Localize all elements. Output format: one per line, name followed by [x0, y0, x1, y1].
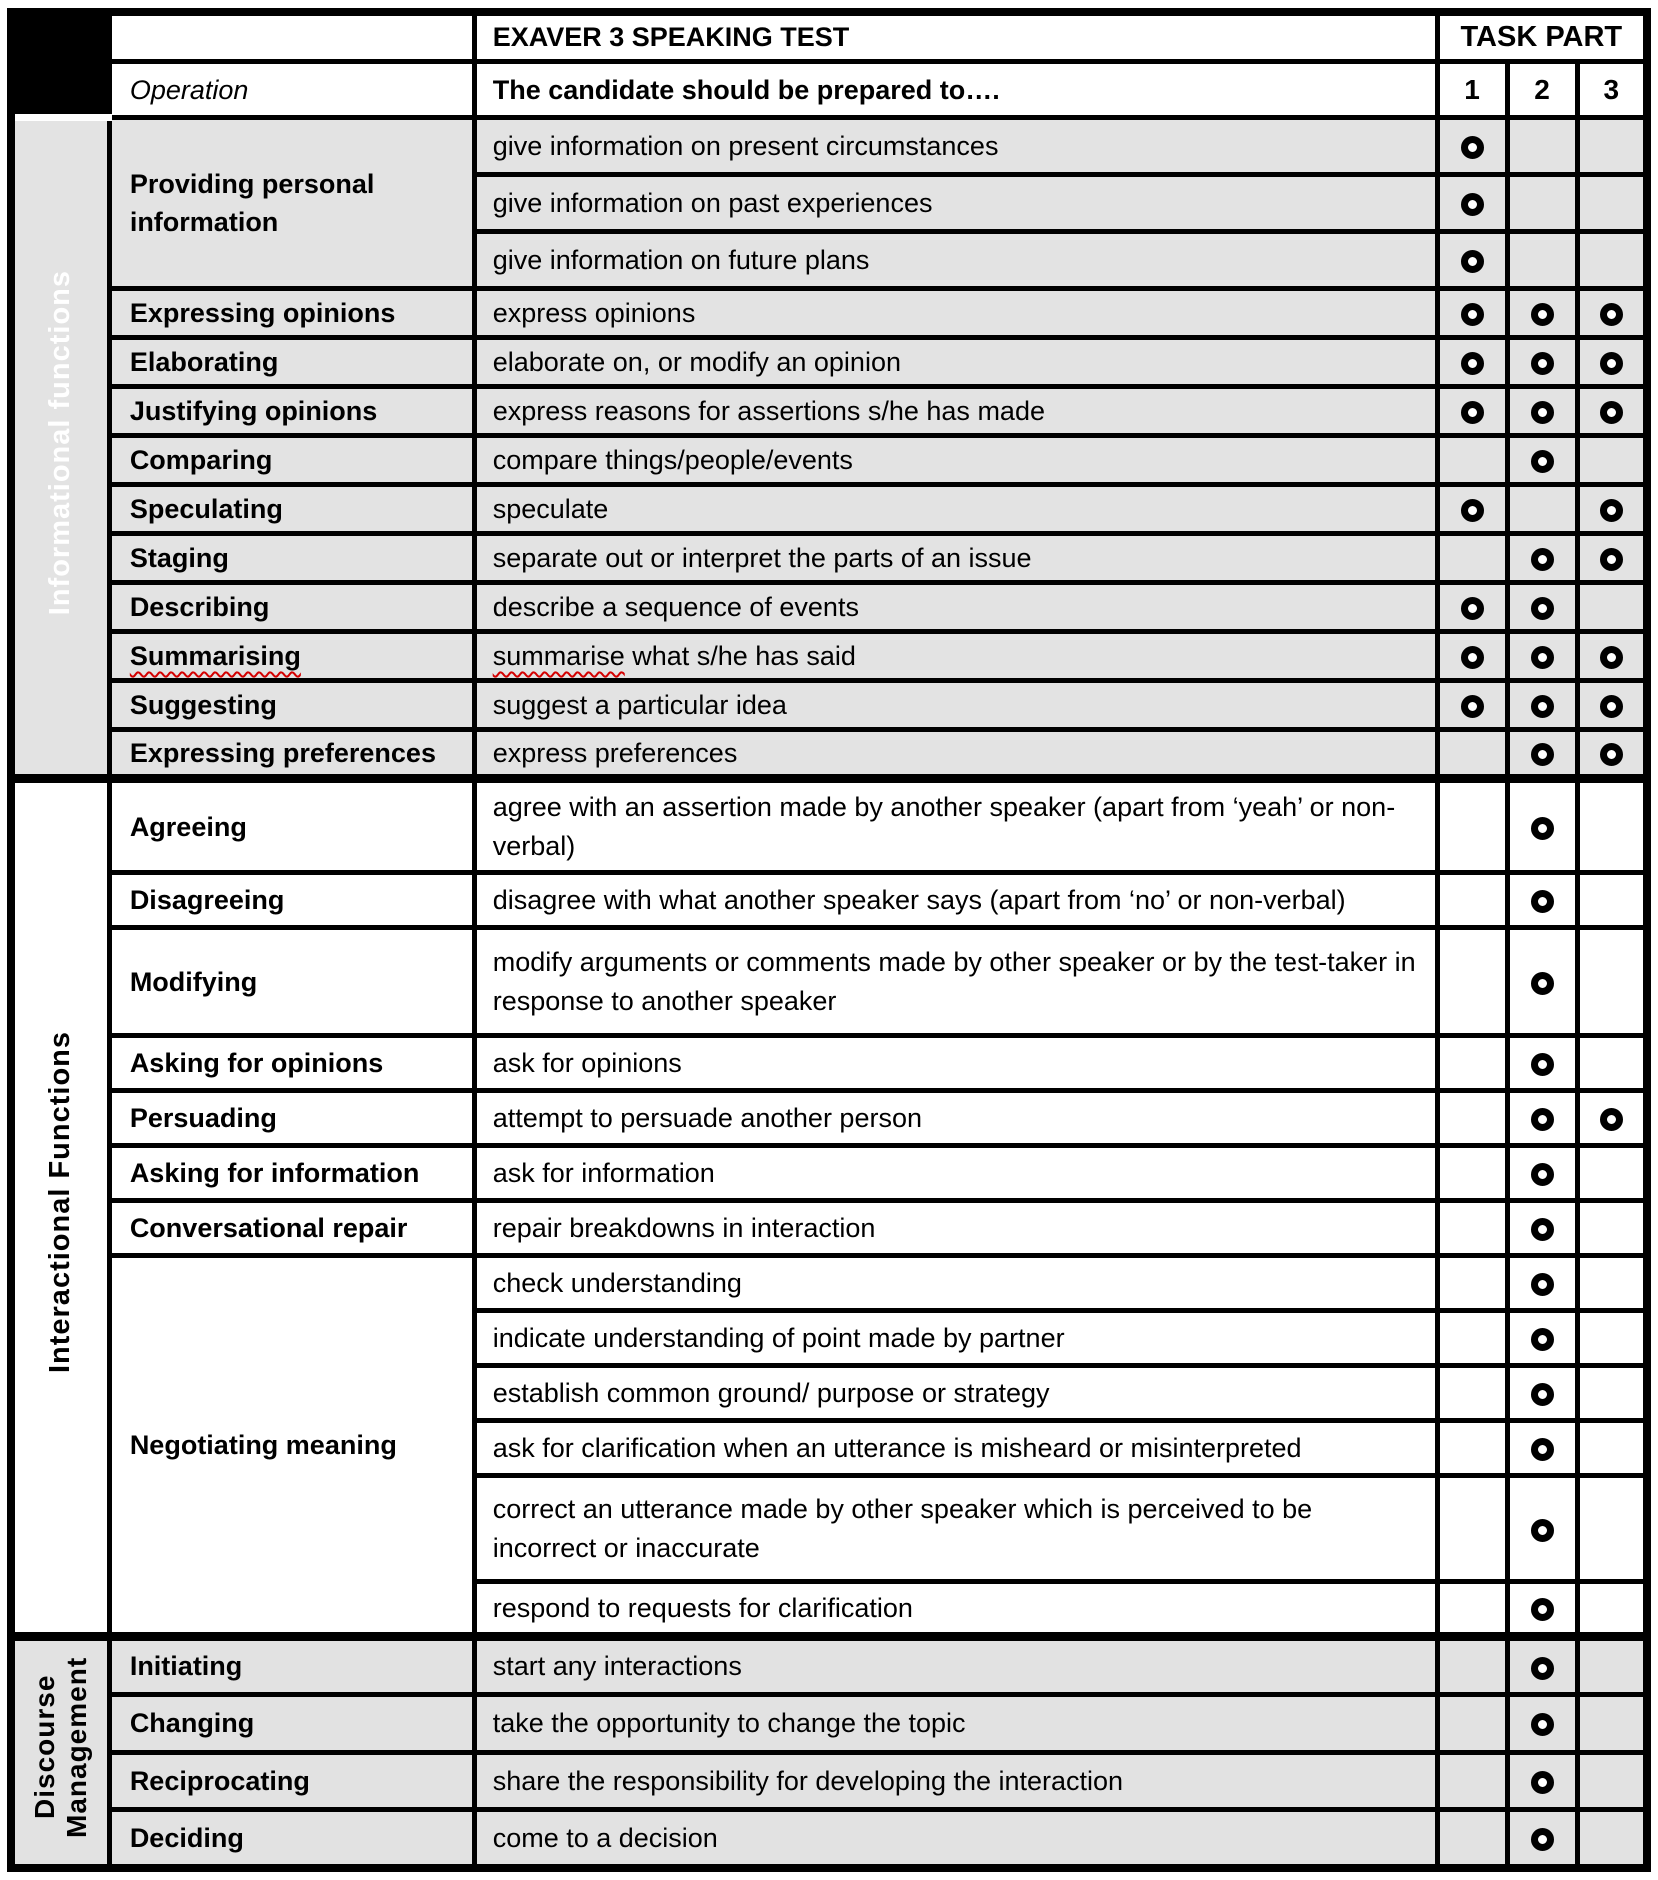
operation-cell: [109, 1201, 474, 1256]
operation-cell: [109, 730, 474, 779]
description-cell: [474, 289, 1437, 338]
task-part-cell: [1577, 232, 1647, 289]
task-part-cell: [1577, 1476, 1647, 1582]
task-part-cell: [1437, 1201, 1507, 1256]
task-part-cell: [1437, 1091, 1507, 1146]
task-marker-icon: [1531, 450, 1554, 473]
task-marker-icon: [1531, 1828, 1554, 1851]
task-part-cell: [1577, 1810, 1647, 1868]
description-text: separate out or interpret the parts of an issue: [492, 543, 1032, 573]
description-text: compare things/people/events: [492, 445, 853, 475]
description-cell: [474, 1091, 1437, 1146]
corner-cell: [11, 12, 109, 118]
task-marker-icon: [1531, 303, 1554, 326]
operation-header-text: Operation: [129, 74, 249, 105]
task-part-cell: [1507, 1091, 1577, 1146]
task-part-cell: [1437, 779, 1507, 873]
task-part-cell: [1437, 1256, 1507, 1311]
task-part-cell: [1437, 1036, 1507, 1091]
description-cell: [474, 1752, 1437, 1810]
sidebar-discourse-label: Discourse Management: [28, 1656, 92, 1838]
description-cell: [474, 730, 1437, 779]
task-marker-icon: [1461, 136, 1484, 159]
part-3-column-header: [1577, 62, 1647, 118]
description-text: establish common ground/ purpose or strategy: [492, 1378, 1050, 1408]
task-marker-icon: [1600, 1108, 1623, 1131]
task-marker-icon: [1531, 1218, 1554, 1241]
description-text: give information on present circumstances: [492, 131, 999, 161]
description-cell: [474, 1476, 1437, 1582]
task-part-cell: [1437, 1637, 1507, 1695]
part-2-label: 2: [1534, 73, 1550, 105]
operation-cell: [109, 583, 474, 632]
task-part-cell: [1437, 1752, 1507, 1810]
task-part-cell: [1507, 928, 1577, 1036]
task-part-cell: [1507, 1146, 1577, 1201]
task-part-cell: [1437, 730, 1507, 779]
operation-cell: [109, 1810, 474, 1868]
task-part-header-text: TASK PART: [1460, 21, 1623, 53]
task-part-cell: [1577, 632, 1647, 681]
description-text: share the responsibility for developing the interaction: [492, 1765, 1124, 1796]
task-part-cell: [1437, 118, 1507, 175]
task-part-cell: [1577, 1694, 1647, 1752]
task-part-cell: [1437, 632, 1507, 681]
description-text: give information on future plans: [492, 245, 870, 275]
task-part-cell: [1507, 1421, 1577, 1476]
task-part-cell: [1437, 1476, 1507, 1582]
task-marker-icon: [1461, 597, 1484, 620]
task-part-cell: [1507, 730, 1577, 779]
operation-label: Initiating: [129, 1651, 243, 1682]
operation-label: Comparing: [129, 445, 273, 475]
task-marker-icon: [1461, 695, 1484, 718]
description-cell: [474, 583, 1437, 632]
operation-label: Negotiating meaning: [129, 1430, 397, 1460]
task-part-cell: [1507, 534, 1577, 583]
task-part-cell: [1577, 583, 1647, 632]
sidebar-interactional-label: Interactional Functions: [44, 1031, 77, 1374]
task-part-cell: [1507, 289, 1577, 338]
task-part-cell: [1437, 873, 1507, 928]
description-cell: [474, 232, 1437, 289]
operation-label: Speculating: [129, 494, 283, 524]
task-part-cell: [1577, 1637, 1647, 1695]
description-cell: [474, 338, 1437, 387]
description-text: elaborate on, or modify an opinion: [492, 347, 901, 377]
task-part-cell: [1507, 1582, 1577, 1637]
operation-label: Disagreeing: [129, 885, 285, 915]
operation-cell: [109, 779, 474, 873]
task-part-cell: [1507, 118, 1577, 175]
operation-label: Reciprocating: [129, 1765, 310, 1796]
description-cell: [474, 534, 1437, 583]
operation-label: Providing personal information: [129, 168, 375, 238]
description-cell: [474, 1694, 1437, 1752]
task-marker-icon: [1600, 352, 1623, 375]
task-marker-icon: [1600, 303, 1623, 326]
task-marker-icon: [1531, 695, 1554, 718]
task-part-cell: [1507, 1752, 1577, 1810]
task-part-cell: [1437, 1694, 1507, 1752]
description-text: ask for information: [492, 1158, 715, 1188]
task-part-cell: [1577, 730, 1647, 779]
operation-label: Expressing opinions: [129, 298, 396, 328]
task-part-cell: [1507, 436, 1577, 485]
task-marker-icon: [1531, 1328, 1554, 1351]
operation-cell: [109, 632, 474, 681]
task-marker-icon: [1531, 1771, 1554, 1794]
operation-cell: [109, 1694, 474, 1752]
description-cell: [474, 1582, 1437, 1637]
description-cell: [474, 681, 1437, 730]
task-part-cell: [1507, 232, 1577, 289]
task-marker-icon: [1531, 1383, 1554, 1406]
task-part-cell: [1507, 1311, 1577, 1366]
speaking-test-functions-table: [7, 8, 1651, 1872]
table-title: [474, 12, 1437, 62]
operation-label-spellchecked: Summarising: [129, 641, 301, 671]
task-part-cell: [1507, 1694, 1577, 1752]
description-text: ask for clarification when an utterance is misheard or misinterpreted: [492, 1433, 1302, 1463]
task-part-cell: [1437, 1582, 1507, 1637]
description-text: ask for opinions: [492, 1048, 682, 1078]
task-marker-icon: [1531, 352, 1554, 375]
task-part-cell: [1437, 928, 1507, 1036]
operation-cell: [109, 1036, 474, 1091]
operation-cell: [109, 873, 474, 928]
task-marker-icon: [1531, 890, 1554, 913]
task-part-header: [1437, 12, 1647, 62]
description-text: express opinions: [492, 298, 696, 328]
operation-cell: [109, 338, 474, 387]
task-part-cell: [1437, 436, 1507, 485]
task-marker-icon: [1600, 743, 1623, 766]
description-text: speculate: [492, 494, 609, 524]
operation-label: Changing: [129, 1708, 255, 1739]
operation-cell: [109, 928, 474, 1036]
description-cell: [474, 118, 1437, 175]
task-part-cell: [1437, 1311, 1507, 1366]
operation-cell: [109, 387, 474, 436]
description-text: take the opportunity to change the topic: [492, 1708, 966, 1739]
task-part-cell: [1577, 338, 1647, 387]
task-marker-icon: [1531, 548, 1554, 571]
task-part-cell: [1437, 338, 1507, 387]
task-part-cell: [1507, 873, 1577, 928]
task-part-cell: [1577, 928, 1647, 1036]
task-marker-icon: [1461, 303, 1484, 326]
task-marker-icon: [1600, 695, 1623, 718]
task-part-cell: [1507, 1036, 1577, 1091]
task-marker-icon: [1531, 1108, 1554, 1131]
description-cell: [474, 1201, 1437, 1256]
task-marker-icon: [1531, 817, 1554, 840]
task-part-cell: [1437, 387, 1507, 436]
task-marker-icon: [1531, 1273, 1554, 1296]
description-text: come to a decision: [492, 1822, 718, 1853]
description-cell: [474, 485, 1437, 534]
description-cell: [474, 928, 1437, 1036]
operation-label: Elaborating: [129, 347, 279, 377]
task-marker-icon: [1461, 401, 1484, 424]
task-part-cell: [1577, 1256, 1647, 1311]
task-part-cell: [1577, 118, 1647, 175]
task-marker-icon: [1531, 743, 1554, 766]
description-cell: [474, 175, 1437, 232]
task-part-cell: [1507, 632, 1577, 681]
task-marker-icon: [1461, 352, 1484, 375]
description-text: modify arguments or comments made by other speaker or by the test-taker in response to another speaker: [492, 947, 1416, 1016]
description-cell: [474, 779, 1437, 873]
task-part-cell: [1437, 1421, 1507, 1476]
operation-cell: [109, 681, 474, 730]
operation-label: Conversational repair: [129, 1213, 408, 1243]
task-marker-icon: [1531, 1598, 1554, 1621]
part-1-column-header: [1437, 62, 1507, 118]
task-part-cell: [1577, 681, 1647, 730]
operation-label: Suggesting: [129, 690, 277, 720]
task-marker-icon: [1531, 597, 1554, 620]
task-part-cell: [1577, 1421, 1647, 1476]
task-part-cell: [1577, 534, 1647, 583]
sidebar-informational-functions: [11, 118, 109, 779]
task-part-cell: [1507, 779, 1577, 873]
task-part-cell: [1437, 485, 1507, 534]
operation-label: Asking for information: [129, 1158, 420, 1188]
task-marker-icon: [1531, 646, 1554, 669]
description-cell: [474, 1637, 1437, 1695]
description-cell: [474, 1146, 1437, 1201]
task-marker-icon: [1461, 499, 1484, 522]
description-spellchecked-word: summarise: [492, 641, 625, 671]
task-part-cell: [1577, 1091, 1647, 1146]
task-part-cell: [1507, 583, 1577, 632]
task-part-cell: [1577, 1146, 1647, 1201]
operation-label: Expressing preferences: [129, 738, 436, 768]
table-title-text: EXAVER 3 SPEAKING TEST: [492, 22, 850, 53]
description-cell: [474, 1421, 1437, 1476]
task-part-cell: [1437, 289, 1507, 338]
task-part-cell: [1577, 175, 1647, 232]
task-part-cell: [1507, 1201, 1577, 1256]
operation-label: Deciding: [129, 1822, 244, 1853]
task-part-cell: [1507, 1256, 1577, 1311]
operation-cell: [109, 118, 474, 289]
operation-label: Justifying opinions: [129, 396, 378, 426]
description-text: correct an utterance made by other speaker which is perceived to be incorrect or inaccurate: [492, 1494, 1313, 1563]
task-marker-icon: [1600, 401, 1623, 424]
operation-label: Modifying: [129, 966, 258, 997]
part-2-column-header: [1507, 62, 1577, 118]
task-part-cell: [1577, 1311, 1647, 1366]
task-part-cell: [1577, 1366, 1647, 1421]
description-text: respond to requests for clarification: [492, 1593, 913, 1623]
task-marker-icon: [1600, 646, 1623, 669]
sidebar-discourse-management: [11, 1637, 109, 1868]
task-part-cell: [1437, 1146, 1507, 1201]
description-cell: [474, 632, 1437, 681]
sidebar-interactional-functions: [11, 779, 109, 1637]
description-cell: [474, 1036, 1437, 1091]
description-cell: [474, 1366, 1437, 1421]
description-text: suggest a particular idea: [492, 690, 787, 720]
task-marker-icon: [1531, 1053, 1554, 1076]
task-part-cell: [1577, 289, 1647, 338]
description-text: give information on past experiences: [492, 188, 933, 218]
part-1-label: 1: [1464, 73, 1480, 105]
task-part-cell: [1507, 1637, 1577, 1695]
description-text: repair breakdowns in interaction: [492, 1213, 876, 1243]
description-text: disagree with what another speaker says (apart from ‘no’ or non-verbal): [492, 885, 1346, 915]
description-text: attempt to persuade another person: [492, 1103, 922, 1133]
task-marker-icon: [1531, 1519, 1554, 1542]
task-part-cell: [1577, 1752, 1647, 1810]
task-part-cell: [1437, 1366, 1507, 1421]
description-cell: [474, 1256, 1437, 1311]
task-part-cell: [1437, 583, 1507, 632]
task-part-cell: [1437, 175, 1507, 232]
description-text: agree with an assertion made by another speaker (apart from ‘yeah’ or non-verbal): [492, 792, 1396, 861]
task-part-cell: [1507, 485, 1577, 534]
task-part-cell: [1507, 681, 1577, 730]
operation-cell: [109, 1637, 474, 1695]
task-part-cell: [1507, 387, 1577, 436]
task-marker-icon: [1600, 499, 1623, 522]
description-text: describe a sequence of events: [492, 592, 859, 622]
operation-label: Describing: [129, 592, 270, 622]
task-part-cell: [1577, 387, 1647, 436]
task-marker-icon: [1531, 972, 1554, 995]
description-text: start any interactions: [492, 1651, 742, 1682]
task-marker-icon: [1600, 548, 1623, 571]
task-part-cell: [1437, 1810, 1507, 1868]
candidate-column-header: [474, 62, 1437, 118]
description-text: express reasons for assertions s/he has made: [492, 396, 1045, 426]
description-cell: [474, 1810, 1437, 1868]
operation-label: Asking for opinions: [129, 1048, 384, 1078]
task-part-cell: [1437, 534, 1507, 583]
task-part-cell: [1577, 779, 1647, 873]
description-cell: [474, 1311, 1437, 1366]
task-marker-icon: [1461, 250, 1484, 273]
description-text: what s/he has said: [624, 641, 856, 671]
task-marker-icon: [1531, 1713, 1554, 1736]
task-part-cell: [1577, 1201, 1647, 1256]
task-part-cell: [1577, 1036, 1647, 1091]
operation-cell: [109, 485, 474, 534]
operation-cell: [109, 1091, 474, 1146]
operation-cell: [109, 1256, 474, 1637]
operation-label: Persuading: [129, 1103, 277, 1133]
operation-column-header: [109, 62, 474, 118]
task-marker-icon: [1531, 1657, 1554, 1680]
operation-label: Agreeing: [129, 811, 247, 842]
task-part-cell: [1577, 1582, 1647, 1637]
description-cell: [474, 387, 1437, 436]
operation-label: Staging: [129, 543, 229, 573]
task-part-cell: [1507, 1366, 1577, 1421]
task-part-cell: [1507, 1810, 1577, 1868]
operation-cell: [109, 1752, 474, 1810]
task-part-cell: [1577, 436, 1647, 485]
task-marker-icon: [1531, 1438, 1554, 1461]
task-part-cell: [1577, 873, 1647, 928]
operation-cell: [109, 436, 474, 485]
description-text: check understanding: [492, 1268, 742, 1298]
part-3-label: 3: [1603, 73, 1620, 105]
task-marker-icon: [1531, 1163, 1554, 1186]
sidebar-informational-label: Informational functions: [44, 269, 77, 616]
task-part-cell: [1437, 681, 1507, 730]
task-marker-icon: [1461, 646, 1484, 669]
task-part-cell: [1437, 232, 1507, 289]
task-marker-icon: [1461, 193, 1484, 216]
task-part-cell: [1507, 338, 1577, 387]
operation-cell: [109, 289, 474, 338]
task-marker-icon: [1531, 401, 1554, 424]
description-cell: [474, 873, 1437, 928]
task-part-cell: [1507, 175, 1577, 232]
candidate-header-text: The candidate should be prepared to….: [492, 74, 1000, 105]
operation-cell: [109, 534, 474, 583]
header-spacer-cell: [109, 12, 474, 62]
operation-cell: [109, 1146, 474, 1201]
description-text: express preferences: [492, 738, 738, 768]
description-cell: [474, 436, 1437, 485]
task-part-cell: [1507, 1476, 1577, 1582]
task-part-cell: [1577, 485, 1647, 534]
description-text: indicate understanding of point made by partner: [492, 1323, 1065, 1353]
